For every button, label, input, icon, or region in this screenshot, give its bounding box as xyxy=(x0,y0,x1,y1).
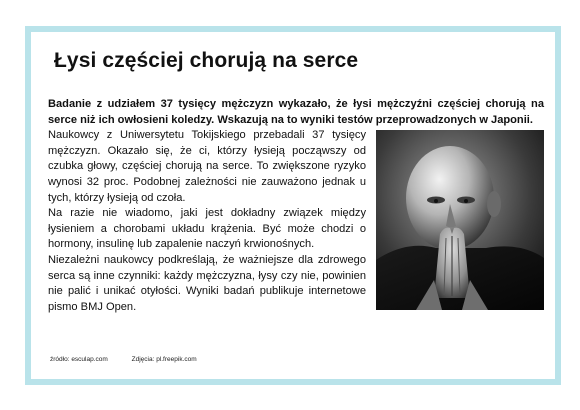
article-paragraph-3: Niezależni naukowcy podkreślają, że ważniejsze dla zdrowego serca są inne czynniki: każdy mężczyzna, łysy czy nie, powinien nie palić i unikać otyłości. Wyniki badań publikuje internetowe pismo BMJ Open. xyxy=(48,253,366,313)
article-lead: Badanie z udziałem 37 tysięcy mężczyzn wykazało, że łysi mężczyźni częściej chorują na serce niż ich owłosieni koledzy. Wskazują na to wyniki testów przeprowadzonych w Japonii. xyxy=(48,98,544,126)
portrait-image xyxy=(376,130,544,310)
article-body xyxy=(48,97,544,315)
article-title: Łysi częściej chorują na serce xyxy=(54,49,359,72)
article-paragraph-1: Naukowcy z Uniwersytetu Tokijskiego przebadali 37 tysięcy mężczyzn. Okazało się, że ci, którzy łysieją począwszy od czubka głowy, częściej chorują na serce. To zwiększone ryzyko wynosi 32 proc. Podobnej zależności nie zauważono jednak u tych, którzy łysieją od czoła. xyxy=(48,129,366,204)
footer-credits xyxy=(50,356,219,363)
photo-credit: Zdjęcia: pl.freepik.com xyxy=(131,356,197,363)
article-frame xyxy=(25,26,561,385)
source-credit: źródło: esculap.com xyxy=(50,356,108,363)
article-paragraph-2: Na razie nie wiadomo, jaki jest dokładny związek między łysieniem a chorobami układu krążenia. Być może chodzi o hormony, insulinę lub zapalenie naczyń krwionośnych. xyxy=(48,207,366,251)
bald-man-photo xyxy=(376,130,544,310)
